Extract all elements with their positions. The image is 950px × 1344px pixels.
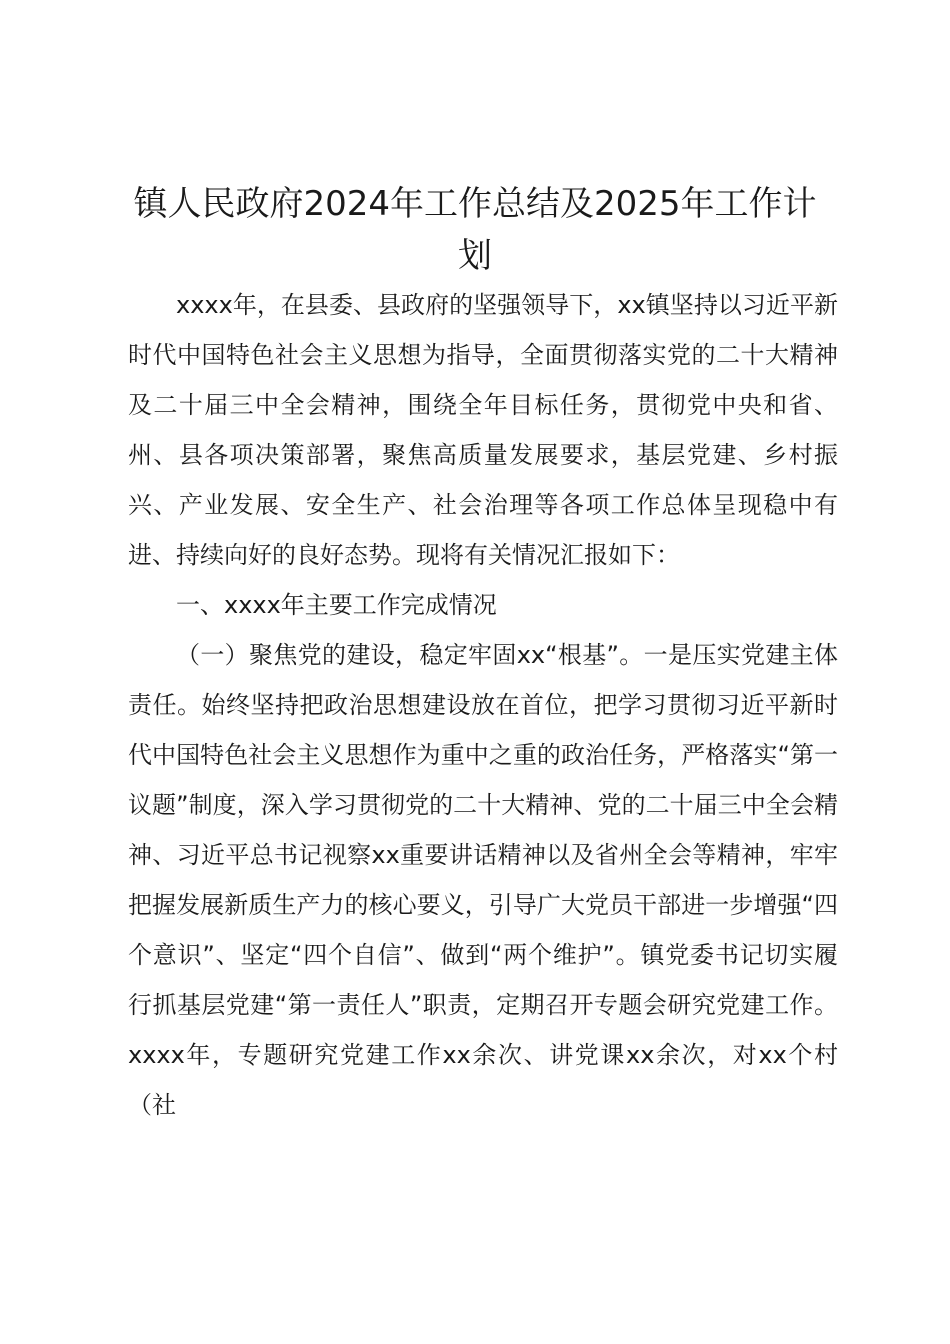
intro-paragraph: xxxx年，在县委、县政府的坚强领导下，xx镇坚持以习近平新时代中国特色社会主义思想为指导，全面贯彻落实党的二十大精神及二十届三中全会精神，围绕全年目标任务，贯彻党中央和省、州、县各项决策部署，聚焦高质量发展要求，基层党建、乡村振兴、产业发展、安全生产、社会治理等各项工作总体呈现稳中有进、持续向好的良好态势。现将有关情况汇报如下： bbox=[128, 291, 838, 569]
section-paragraph: （一）聚焦党的建设，稳定牢固xx“根基”。一是压实党建主体责任。始终坚持把政治思想建设放在首位，把学习贯彻习近平新时代中国特色社会主义思想作为重中之重的政治任务，严格落实“第一议题”制度，深入学习贯彻党的二十大精神、党的二十届三中全会精神、习近平总书记视察xx重要讲话精神以及省州全会等精神，牢牢把握发展新质生产力的核心要义，引导广大党员干部进一步增强“四个意识”、坚定“四个自信”、做到“两个维护”。镇党委书记切实履行抓基层党建“第一责任人”职责，定期召开专题会研究党建工作。xxxx年，专题研究党建工作xx余次、讲党课xx余次，对xx个村（社 bbox=[128, 641, 838, 1119]
section-heading: 一、xxxx年主要工作完成情况 bbox=[176, 591, 497, 619]
document-title: 镇人民政府2024年工作总结及2025年工作计划 bbox=[133, 184, 817, 276]
document-body bbox=[128, 280, 838, 1130]
